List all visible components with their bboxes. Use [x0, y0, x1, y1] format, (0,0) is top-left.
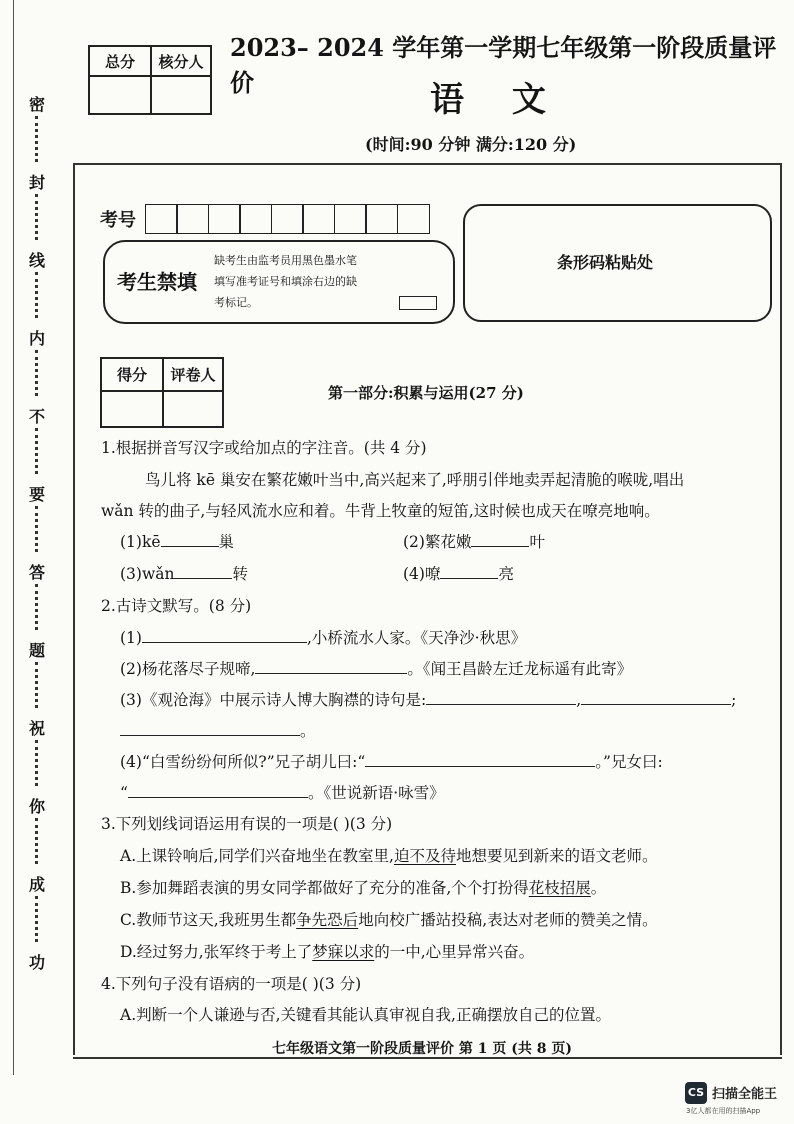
q2-line — [120, 626, 526, 648]
q2-l3-mid: , — [576, 691, 582, 709]
q2-l2-prefix: (2)杨花落尽子规啼, — [120, 660, 256, 678]
q2-line — [120, 719, 316, 741]
q3-a-pre: A.上课铃响后,同学们兴奋地坐在教室里, — [120, 847, 394, 865]
q3-option-a[interactable] — [120, 844, 658, 866]
q1-item-c-prefix: (3)wǎn — [120, 565, 175, 583]
seal-char: 你 — [28, 797, 45, 816]
q1-item-c-blank[interactable] — [174, 563, 232, 579]
absence-mark-box[interactable] — [399, 296, 437, 310]
q1-passage-line: wǎn 转的曲子,与轻风流水应和着。牛背上牧童的短笛,这时候也成天在嘹亮地响。 — [101, 502, 660, 520]
section-title: 第一部分:积累与运用(27 分) — [328, 384, 524, 402]
q2-l3-prefix: (3)《观沧海》中展示诗人博大胸襟的诗句是: — [120, 691, 427, 709]
q2-l4b-suffix: 。《世说新语·咏雪》 — [307, 784, 445, 802]
camscanner-name: 扫描全能王 — [712, 1087, 778, 1102]
grader-header: 评卷人 — [163, 358, 223, 391]
q2-l2-blank[interactable] — [255, 658, 407, 674]
q1-item — [120, 562, 248, 584]
q1-item-d-blank[interactable] — [440, 563, 498, 579]
section-score-table — [100, 357, 224, 428]
q2-l3b-suffix: 。 — [300, 722, 316, 740]
exam-id-digit-box[interactable] — [271, 204, 304, 234]
q1-item-d-prefix: (4)嘹 — [403, 565, 441, 583]
q1-item-b-prefix: (2)繁花嫩 — [403, 533, 472, 551]
q2-l3-suffix: ; — [731, 691, 737, 709]
exam-title: 2023– 2024 学年第一学期七年级第一阶段质量评价 — [230, 33, 777, 97]
q2-l4-blank-2[interactable] — [128, 782, 308, 798]
q3-c-underlined: 争先恐后 — [296, 911, 359, 929]
camscanner-tagline: 3亿人都在用的扫描App — [686, 1107, 761, 1115]
forbid-note-line: 考标记。 — [214, 296, 258, 309]
q2-l4b-prefix: “ — [120, 784, 128, 802]
q1-stem: 1.根据拼音写汉字或给加点的字注音。(共 4 分) — [101, 439, 427, 457]
time-info: (时间:90 分钟 满分:120 分) — [365, 135, 577, 154]
q3-b-pre: B.参加舞蹈表演的男女同学都做好了充分的准备,个个打扮得 — [120, 879, 529, 897]
q2-l3-blank-1[interactable] — [426, 689, 576, 705]
q1-item — [120, 530, 234, 552]
q1-item-d-suffix: 亮 — [498, 565, 514, 583]
seal-dotted-line — [35, 428, 41, 474]
q3-d-post: 的一中,心里异常兴奋。 — [374, 943, 535, 961]
total-score-table — [88, 45, 212, 115]
q1-item-a-blank[interactable] — [161, 531, 219, 547]
q2-l1-suffix: ,小桥流水人家。《天净沙·秋思》 — [306, 629, 527, 647]
seal-char: 线 — [28, 251, 45, 270]
seal-char: 题 — [28, 641, 45, 660]
q1-item-c-suffix: 转 — [232, 565, 248, 583]
exam-id-label: 考号 — [100, 210, 136, 231]
bottom-rule — [73, 1057, 782, 1059]
checker-header: 核分人 — [151, 46, 211, 76]
q1-item — [403, 530, 545, 552]
total-score-header: 总分 — [89, 46, 151, 76]
exam-id-digit-box[interactable] — [145, 204, 178, 234]
seal-char: 密 — [28, 95, 45, 114]
seal-dotted-line — [35, 896, 41, 942]
seal-char: 答 — [28, 563, 45, 582]
seal-dotted-line — [35, 740, 41, 786]
q2-l4-suffix: 。”兄女曰: — [595, 753, 663, 771]
q2-l3-blank-2[interactable] — [581, 689, 731, 705]
q3-option-d[interactable] — [120, 940, 534, 962]
barcode-label: 条形码粘贴处 — [557, 253, 654, 272]
q4-stem: 4.下列句子没有语病的一项是( )(3 分) — [101, 975, 362, 993]
total-score-cell[interactable] — [89, 76, 151, 114]
q2-l1-prefix: (1) — [120, 629, 142, 647]
q2-stem: 2.古诗文默写。(8 分) — [101, 597, 252, 615]
q2-line — [120, 688, 736, 710]
exam-id-digit-box[interactable] — [365, 204, 398, 234]
seal-dotted-line — [35, 116, 41, 162]
seal-char: 不 — [28, 407, 45, 426]
q2-l4-prefix: (4)“白雪纷纷何所似?”兄子胡儿曰:“ — [120, 753, 366, 771]
seal-dotted-line — [35, 662, 41, 708]
exam-id-digit-box[interactable] — [334, 204, 367, 234]
page-footer: 七年级语文第一阶段质量评价 第 1 页 (共 8 页) — [272, 1041, 572, 1057]
q1-item-a-suffix: 巢 — [218, 533, 235, 551]
q3-b-underlined: 花枝招展 — [528, 879, 591, 897]
q2-l2-suffix: 。《闻王昌龄左迁龙标遥有此寄》 — [407, 660, 633, 678]
checker-cell[interactable] — [151, 76, 211, 114]
q3-b-post: 。 — [590, 879, 607, 897]
q3-c-post: 地向校广播站投稿,表达对老师的赞美之情。 — [358, 911, 658, 929]
seal-char: 功 — [28, 953, 45, 972]
seal-dotted-line — [35, 506, 41, 552]
q3-d-pre: D.经过努力,张军终于考上了 — [120, 943, 313, 961]
exam-id-digit-box[interactable] — [208, 204, 241, 234]
q3-a-post: 地想要见到新来的语文老师。 — [456, 847, 658, 865]
q1-item — [403, 562, 514, 584]
seal-dotted-line — [35, 194, 41, 240]
q4-option-a[interactable]: A.判断一个人谦逊与否,关键看其能认真审视自我,正确摆放自己的位置。 — [120, 1006, 611, 1024]
q2-line — [120, 657, 632, 679]
seal-char: 内 — [28, 329, 45, 348]
q3-c-pre: C.教师节这天,我班男生都 — [120, 911, 297, 929]
grader-cell[interactable] — [163, 391, 223, 427]
seal-char: 祝 — [28, 719, 45, 738]
q3-d-underlined: 梦寐以求 — [312, 943, 375, 961]
q1-item-b-suffix: 叶 — [529, 533, 545, 551]
section-score-header: 得分 — [101, 358, 163, 391]
q3-option-b[interactable] — [120, 876, 606, 898]
q1-item-a-prefix: (1)kē — [120, 533, 161, 551]
exam-id-boxes[interactable] — [146, 204, 430, 234]
exam-id-digit-box[interactable] — [397, 204, 430, 234]
exam-id-digit-box[interactable] — [302, 204, 335, 234]
q3-option-c[interactable] — [120, 908, 658, 930]
q2-line — [120, 750, 663, 772]
seal-dotted-line — [35, 584, 41, 630]
camscanner-logo-icon: CS — [685, 1082, 707, 1104]
seal-char: 成 — [28, 875, 45, 894]
seal-border-line — [13, 0, 14, 1075]
q2-l3-blank-3[interactable] — [120, 720, 300, 736]
seal-char: 要 — [28, 485, 45, 504]
seal-dotted-line — [35, 350, 41, 396]
seal-dotted-line — [35, 272, 41, 318]
q1-item-b-blank[interactable] — [471, 531, 529, 547]
q3-a-underlined: 迫不及待 — [393, 847, 456, 865]
section-score-cell[interactable] — [101, 391, 163, 427]
q2-l4-blank-1[interactable] — [365, 751, 595, 767]
exam-id-digit-box[interactable] — [176, 204, 209, 234]
q3-stem: 3.下列划线词语运用有误的一项是( )(3 分) — [101, 815, 393, 833]
subject-title: 语 文 — [430, 80, 564, 120]
seal-char: 封 — [28, 173, 45, 192]
forbid-note-line: 填写准考证号和填涂右边的缺 — [214, 275, 357, 288]
q1-passage-line: 鸟儿将 kē 巢安在繁花嫩叶当中,高兴起来了,呼朋引伴地卖弄起清脆的喉咙,唱出 — [145, 471, 685, 489]
q2-line — [120, 781, 445, 803]
seal-dotted-line — [35, 818, 41, 864]
q2-l1-blank[interactable] — [142, 627, 307, 643]
forbid-title: 考生禁填 — [117, 270, 197, 294]
exam-id-digit-box[interactable] — [239, 204, 272, 234]
forbid-note-line: 缺考生由监考员用黑色墨水笔 — [214, 254, 357, 267]
